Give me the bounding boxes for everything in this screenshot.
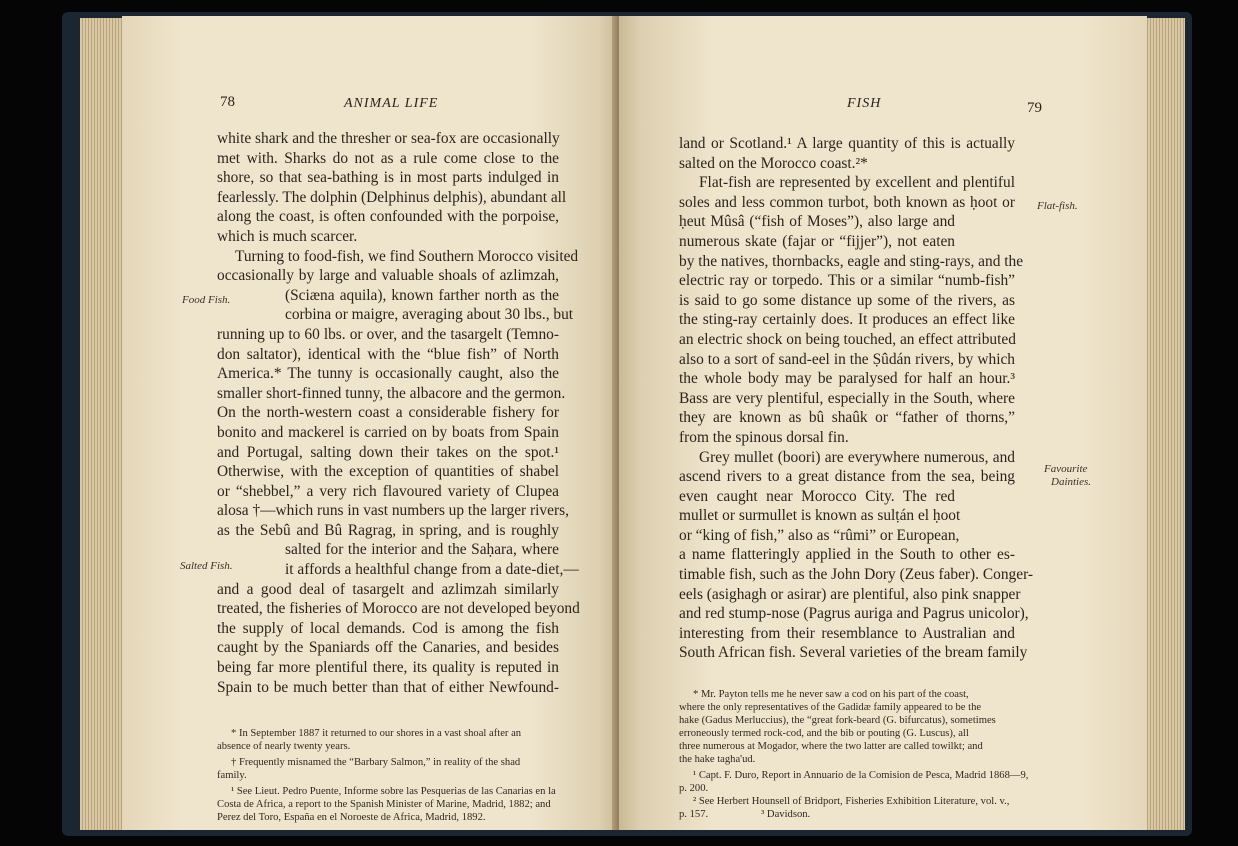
body-line: shore, so that sea-bathing is in most parts indulged in bbox=[217, 169, 559, 187]
right-footnotes bbox=[679, 688, 1029, 821]
body-line: salted for the interior and the Saḥara, where bbox=[285, 541, 559, 559]
body-line: white shark and the thresher or sea-fox are occasionally bbox=[217, 130, 560, 147]
body-line: the whole body may be paralysed for half an hour.³ bbox=[679, 370, 1015, 388]
body-line: South African fish. Several varieties of the bream family bbox=[679, 644, 1028, 662]
body-line: electric ray or torpedo. This or a similar “numb-fish” bbox=[679, 272, 1015, 290]
right-page bbox=[619, 16, 1147, 830]
side-note-favourite: Favourite bbox=[1044, 463, 1088, 475]
body-line: corbina or maigre, averaging about 30 lbs., but bbox=[285, 306, 574, 324]
footnote-line: the hake tagha'ud. bbox=[679, 754, 756, 765]
right-page-number: 79 bbox=[1027, 100, 1042, 116]
body-line: running up to 60 lbs. or over, and the tasargelt (Temno- bbox=[217, 325, 559, 343]
body-line: by the natives, thornbacks, eagle and sting-rays, and the bbox=[679, 252, 1024, 270]
page-edges-right bbox=[1145, 18, 1185, 830]
right-running-head: FISH bbox=[847, 96, 882, 111]
body-line: bonito and mackerel is carried on by boats from Spain bbox=[217, 423, 559, 441]
body-line: or “shebbel,” a very rich flavoured variety of Clupea bbox=[217, 482, 559, 500]
body-line: and Portugal, salting down their takes on the spot.¹ bbox=[217, 443, 559, 461]
body-line: and red stump-nose (Pagrus auriga and Pagrus unicolor), bbox=[679, 605, 1029, 623]
body-line: America.* The tunny is occasionally caught, also the bbox=[217, 365, 559, 383]
body-line: occasionally by large and valuable shoals of azlimzah, bbox=[217, 267, 559, 285]
body-line: they are known as bû shaûk or “father of thorns,” bbox=[679, 409, 1015, 427]
footnote-line: where the only representatives of the Gadidæ family appeared to be the bbox=[679, 702, 982, 713]
left-footnotes bbox=[217, 727, 559, 824]
footnote-line: ¹ See Lieut. Pedro Puente, Informe sobre las Pesquerias de las Canarias en la bbox=[231, 786, 556, 797]
left-page bbox=[122, 16, 619, 830]
body-line: alosa †—which runs in vast numbers up the larger rivers, bbox=[217, 502, 569, 520]
body-line: land or Scotland.¹ A large quantity of this is actually bbox=[679, 135, 1015, 152]
body-line: it affords a healthful change from a date-diet,— bbox=[285, 561, 579, 579]
footnote-line: family. bbox=[217, 770, 247, 781]
body-line: (Sciæna aquila), known farther north as the bbox=[285, 286, 559, 304]
footnote-line: † Frequently misnamed the “Barbary Salmon,” in reality of the shad bbox=[231, 757, 521, 768]
body-line: along the coast, is often confounded with the porpoise, bbox=[217, 208, 559, 226]
body-line: being far more plentiful there, its quality is reputed in bbox=[217, 659, 559, 677]
body-line: On the north-western coast a considerable fishery for bbox=[217, 404, 559, 422]
body-line: interesting from their resemblance to Australian and bbox=[679, 624, 1015, 642]
body-line: is said to go some distance up some of the rivers, as bbox=[679, 291, 1015, 309]
body-line: Spain to be much better than that of either Newfound- bbox=[217, 678, 559, 696]
footnote-line: three numerous at Mogador, where the two latter are called towilkt; and bbox=[679, 741, 983, 752]
footnote-line: hake (Gadus Merluccius), the “great fork-beard (G. bifurcatus), sometimes bbox=[679, 715, 996, 726]
body-line: ascend rivers to a great distance from the sea, being bbox=[679, 468, 1015, 486]
body-line: mullet or surmullet is known as sulṭán el ḥoot bbox=[679, 507, 961, 525]
body-line: the sting-ray certainly does. It produces an effect like bbox=[679, 311, 1015, 329]
body-line: which is much scarcer. bbox=[217, 227, 358, 245]
body-line: an electric shock on being touched, an effect attributed bbox=[679, 330, 1016, 348]
footnote-line: * In September 1887 it returned to our shores in a vast shoal after an bbox=[231, 728, 522, 739]
page-edges-left bbox=[80, 18, 125, 830]
body-line: Otherwise, with the exception of quantities of shabel bbox=[217, 463, 559, 481]
body-line: from the spinous dorsal fin. bbox=[679, 428, 849, 446]
footnote-line: erroneously termed rock-cod, and the bib or pouting (G. Luscus), all bbox=[679, 728, 969, 739]
body-line: met with. Sharks do not as a rule come close to the bbox=[217, 149, 559, 167]
body-line: eels (asighagh or asirar) are plentiful, also pink snapper bbox=[679, 585, 1021, 603]
left-page-number: 78 bbox=[220, 94, 235, 110]
body-line: Bass are very plentiful, especially in the South, where bbox=[679, 389, 1015, 407]
right-body-text bbox=[679, 134, 1034, 663]
body-line: numerous skate (fajar or “fijjer”), not eaten bbox=[679, 232, 955, 250]
body-line: the supply of local demands. Cod is among the fish bbox=[217, 619, 559, 637]
footnote-line: Costa de Africa, a report to the Spanish Minister of Marine, Madrid, 1882; and bbox=[217, 799, 551, 810]
footnote-line: p. 200. bbox=[679, 783, 709, 794]
footnote-line: Perez del Toro, España en el Noroeste de Africa, Madrid, 1892. bbox=[217, 812, 486, 823]
body-line: treated, the fisheries of Morocco are not developed beyond bbox=[217, 600, 580, 618]
body-line: as the Sebû and Bû Ragrag, in spring, and is roughly bbox=[217, 521, 559, 539]
body-line: fearlessly. The dolphin (Delphinus delphis), abundant all bbox=[217, 188, 567, 206]
body-line: caught by the Spaniards off the Canaries, and besides bbox=[217, 639, 559, 657]
body-line: smaller short-finned tunny, the albacore and the germon. bbox=[217, 384, 566, 402]
body-line: and a good deal of tasargelt and azlimzah similarly bbox=[217, 580, 559, 598]
side-note-flat-fish: Flat-fish. bbox=[1037, 200, 1078, 212]
footnote-line: ² See Herbert Hounsell of Bridport, Fisheries Exhibition Literature, vol. v., bbox=[693, 796, 1010, 807]
body-line: soles and less common turbot, both known as ḥoot or bbox=[679, 193, 1015, 211]
side-note-food-fish: Food Fish. bbox=[182, 294, 231, 306]
body-line: Grey mullet (boori) are everywhere numerous, and bbox=[699, 448, 1015, 466]
body-line: Turning to food-fish, we find Southern Morocco visited bbox=[235, 247, 579, 265]
body-line: a name flatteringly applied in the South to other es- bbox=[679, 546, 1015, 564]
side-note-salted-fish: Salted Fish. bbox=[180, 560, 233, 572]
body-line: or “king of fish,” also as “rûmi” or European, bbox=[679, 526, 960, 544]
footnote-line: p. 157. ³ Davidson. bbox=[679, 809, 811, 820]
left-running-head: ANIMAL LIFE bbox=[344, 96, 439, 111]
body-line: timable fish, such as the John Dory (Zeus faber). Conger- bbox=[679, 566, 1034, 584]
body-line: also to a sort of sand-eel in the Ṣûdán rivers, by which bbox=[679, 350, 1015, 368]
body-line: Flat-fish are represented by excellent and plentiful bbox=[699, 174, 1015, 192]
footnote-line: absence of nearly twenty years. bbox=[217, 741, 351, 752]
left-body-text bbox=[217, 129, 580, 697]
body-line: even caught near Morocco City. The red bbox=[679, 487, 955, 505]
footnote-line: * Mr. Payton tells me he never saw a cod on his part of the coast, bbox=[693, 689, 969, 700]
footnote-line: ¹ Capt. F. Duro, Report in Annuario de la Comision de Pesca, Madrid 1868—9, bbox=[693, 770, 1029, 781]
body-line: salted on the Morocco coast.²* bbox=[679, 154, 868, 172]
body-line: don saltator), identical with the “blue fish” of North bbox=[217, 345, 559, 363]
side-note-dainties: Dainties. bbox=[1051, 476, 1092, 488]
body-line: ḥeut Mûsâ (“fish of Moses”), also large and bbox=[679, 213, 955, 231]
